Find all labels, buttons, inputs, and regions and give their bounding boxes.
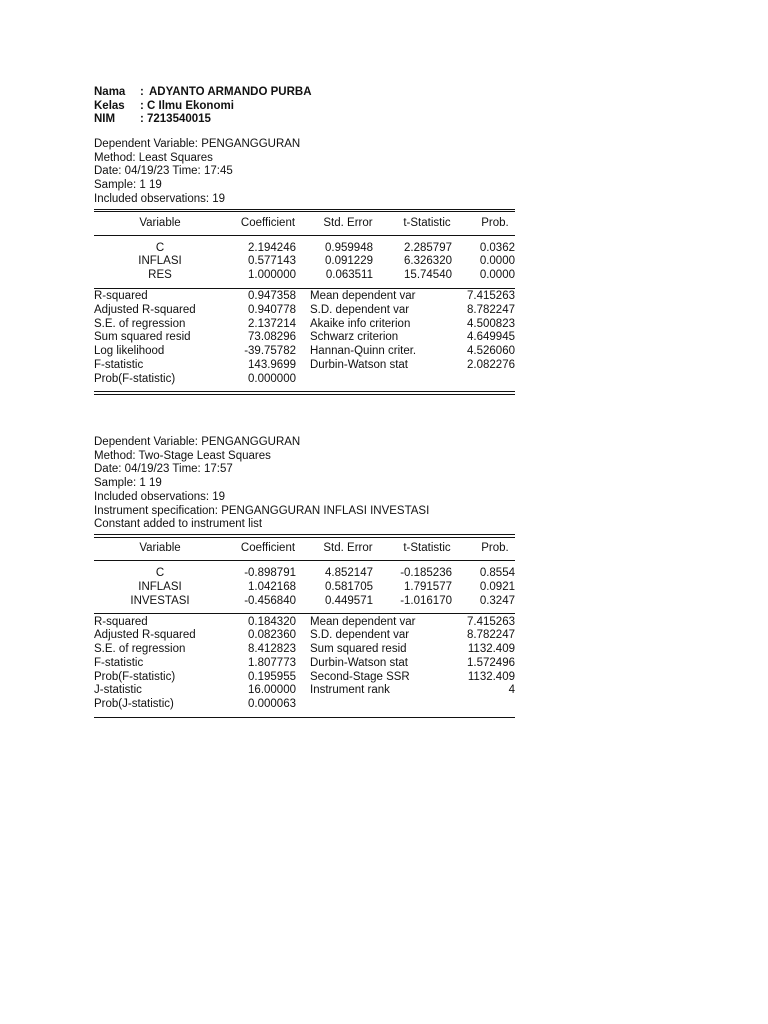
stat-label: S.D. dependent var — [310, 304, 410, 316]
variable-name: C — [155, 241, 165, 254]
std-error-value: 4.852147 — [325, 567, 373, 580]
coefficient-value: 2.194246 — [248, 241, 296, 254]
stat-value: 7.415263 — [467, 290, 515, 303]
prob-value: 0.0000 — [479, 255, 515, 268]
table-top-rule — [94, 209, 515, 210]
identity-label-nama: Nama — [94, 86, 126, 98]
header-line: Included observations: 19 — [94, 490, 226, 503]
header-line: Included observations: 19 — [94, 192, 226, 205]
stat-value: 8.412823 — [248, 643, 296, 656]
header-line: Instrument specification: PENGANGGURAN INFLASI INVESTASI — [94, 504, 430, 517]
stat-value: 0.082360 — [248, 629, 296, 642]
table-stats-rule — [94, 288, 515, 289]
identity-label-nim: NIM — [94, 113, 116, 126]
stat-value: 4.649945 — [467, 331, 515, 344]
stat-label: Durbin-Watson stat — [310, 358, 408, 371]
stat-value: 0.947358 — [248, 290, 296, 303]
stat-value: 0.000063 — [248, 697, 296, 710]
stat-value: 1.807773 — [248, 656, 296, 669]
stat-value: 7.415263 — [467, 615, 515, 628]
header-line: Sample: 1 19 — [94, 179, 162, 192]
col-header-std-error: Std. Error — [323, 542, 373, 555]
table-header-rule — [94, 235, 515, 236]
stat-label: Prob(F-statistic) — [94, 670, 176, 683]
stat-value: -39.75782 — [244, 345, 296, 358]
col-header-coefficient: Coefficient — [240, 217, 296, 229]
identity-value-nama: ADYANTO ARMANDO PURBA — [149, 86, 312, 98]
stat-value: 0.940778 — [248, 304, 296, 316]
stat-label: Prob(J-statistic) — [94, 697, 174, 710]
col-header-variable: Variable — [139, 542, 181, 555]
prob-value: 0.0921 — [479, 580, 515, 593]
table-bottom-rule — [94, 717, 515, 718]
stat-value: 2.082276 — [467, 358, 515, 371]
t-statistic-value: -1.016170 — [400, 594, 452, 607]
std-error-value: 0.449571 — [325, 594, 373, 607]
table-top-rule — [94, 534, 515, 535]
variable-name: INFLASI — [138, 580, 182, 593]
stat-value: 4.526060 — [467, 345, 515, 358]
variable-name: C — [155, 567, 165, 580]
stat-value: 2.137214 — [248, 317, 296, 330]
stat-label: R-squared — [94, 615, 148, 628]
header-line: Constant added to instrument list — [94, 518, 263, 531]
stat-value: 143.9699 — [248, 358, 296, 371]
header-line: Method: Two-Stage Least Squares — [94, 449, 271, 462]
stat-label: Prob(F-statistic) — [94, 372, 176, 385]
variable-name: INFLASI — [138, 255, 182, 268]
prob-value: 0.0000 — [479, 269, 515, 282]
stat-value: 16.00000 — [248, 684, 296, 697]
stat-value: 4.500823 — [467, 317, 515, 330]
stat-label: S.D. dependent var — [310, 629, 410, 642]
stat-value: 1.572496 — [467, 656, 515, 669]
identity-label-kelas: Kelas — [94, 99, 125, 112]
stat-value: 73.08296 — [248, 331, 296, 344]
identity-value-kelas: C Ilmu Ekonomi — [147, 99, 234, 112]
stat-label: S.E. of regression — [94, 643, 186, 656]
t-statistic-value: 6.326320 — [404, 255, 452, 268]
stat-value: 8.782247 — [467, 304, 515, 316]
stat-label: Log likelihood — [94, 345, 165, 358]
col-header-t-statistic: t-Statistic — [403, 217, 451, 229]
stat-value: 8.782247 — [467, 629, 515, 642]
coefficient-value: 1.042168 — [248, 580, 296, 593]
stat-label: Sum squared resid — [310, 643, 407, 656]
stat-value: 0.195955 — [248, 670, 296, 683]
col-header-std-error: Std. Error — [323, 217, 373, 229]
stat-value: 1132.409 — [467, 643, 515, 656]
std-error-value: 0.959948 — [325, 241, 373, 254]
stat-label: F-statistic — [94, 358, 144, 371]
variable-name: RES — [148, 269, 172, 282]
stat-label: Mean dependent var — [310, 615, 416, 628]
stat-value: 4 — [508, 684, 515, 697]
header-line: Date: 04/19/23 Time: 17:45 — [94, 165, 233, 178]
stat-label: S.E. of regression — [94, 317, 186, 330]
variable-name: INVESTASI — [130, 594, 190, 607]
table-bottom-rule — [94, 391, 515, 392]
stat-label: Adjusted R-squared — [94, 629, 196, 642]
stat-label: Sum squared resid — [94, 331, 191, 344]
stat-value: 1132.409 — [467, 670, 515, 683]
stat-label: Second-Stage SSR — [310, 670, 410, 683]
std-error-value: 0.063511 — [325, 269, 373, 282]
stat-label: Hannan-Quinn criter. — [310, 345, 417, 358]
stat-label: J-statistic — [94, 684, 142, 697]
header-line: Sample: 1 19 — [94, 477, 162, 490]
prob-value: 0.0362 — [479, 241, 515, 254]
std-error-value: 0.581705 — [325, 580, 373, 593]
table-header-rule — [94, 560, 515, 561]
identity-sep-kelas: : — [140, 99, 144, 112]
stat-label: Mean dependent var — [310, 290, 416, 303]
t-statistic-value: 1.791577 — [404, 580, 452, 593]
table-top-rule-2 — [94, 537, 515, 538]
prob-value: 0.8554 — [479, 567, 515, 580]
table-bottom-rule-2 — [94, 394, 515, 395]
std-error-value: 0.091229 — [325, 255, 373, 268]
t-statistic-value: -0.185236 — [400, 567, 452, 580]
col-header-prob: Prob. — [481, 542, 509, 555]
stat-label: Akaike info criterion — [310, 317, 411, 330]
stat-label: Instrument rank — [310, 684, 390, 697]
coefficient-value: -0.456840 — [244, 594, 296, 607]
prob-value: 0.3247 — [479, 594, 515, 607]
stat-value: 0.000000 — [248, 372, 296, 385]
coefficient-value: 1.000000 — [248, 269, 296, 282]
table-stats-rule — [94, 613, 515, 614]
coefficient-value: -0.898791 — [244, 567, 296, 580]
stat-value: 0.184320 — [248, 615, 296, 628]
identity-sep-nim: : — [140, 113, 144, 126]
t-statistic-value: 2.285797 — [404, 241, 452, 254]
t-statistic-value: 15.74540 — [404, 269, 452, 282]
col-header-prob: Prob. — [481, 217, 509, 229]
stat-label: Durbin-Watson stat — [310, 656, 408, 669]
table-top-rule-2 — [94, 211, 515, 212]
header-line: Dependent Variable: PENGANGGURAN — [94, 138, 301, 150]
stat-label: Schwarz criterion — [310, 331, 399, 344]
stat-label: Adjusted R-squared — [94, 304, 196, 316]
col-header-variable: Variable — [139, 217, 181, 229]
coefficient-value: 0.577143 — [248, 255, 296, 268]
identity-sep-nama: : — [140, 86, 144, 98]
col-header-t-statistic: t-Statistic — [403, 542, 451, 555]
stat-label: F-statistic — [94, 656, 144, 669]
stat-label: R-squared — [94, 290, 148, 303]
header-line: Date: 04/19/23 Time: 17:57 — [94, 463, 233, 476]
col-header-coefficient: Coefficient — [240, 542, 296, 555]
header-line: Method: Least Squares — [94, 151, 213, 164]
header-line: Dependent Variable: PENGANGGURAN — [94, 436, 301, 448]
identity-value-nim: 7213540015 — [147, 113, 211, 126]
